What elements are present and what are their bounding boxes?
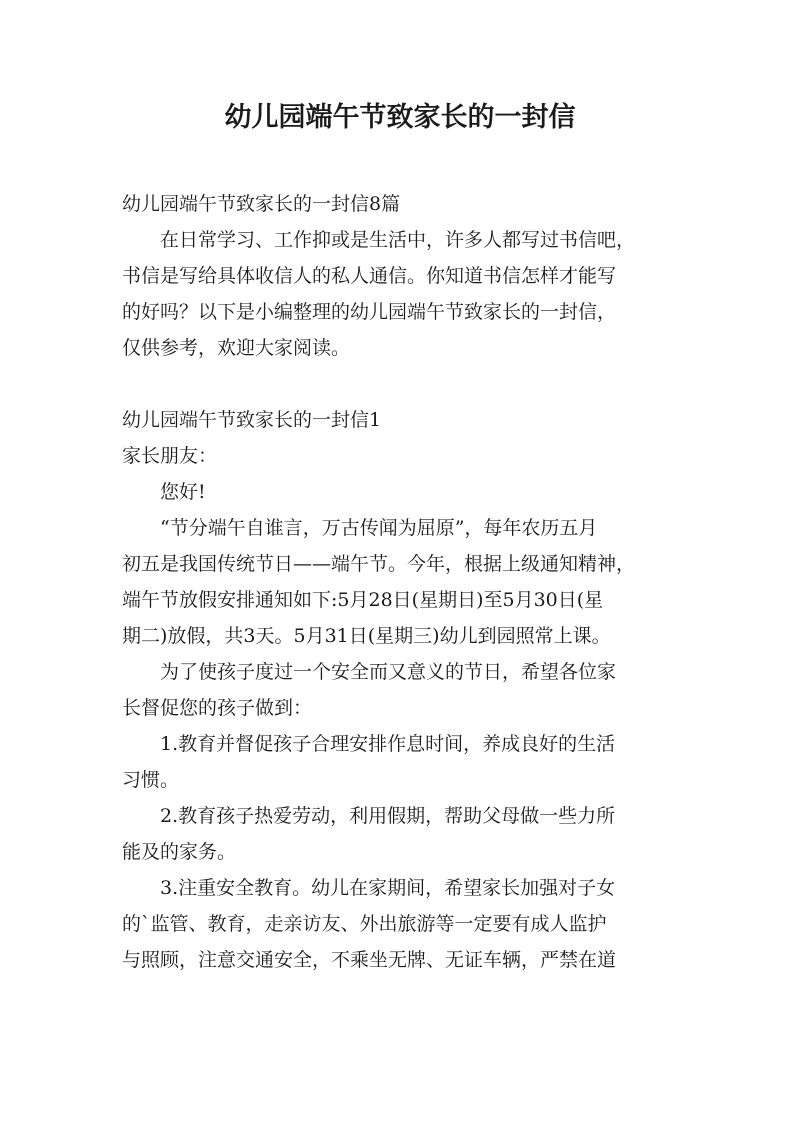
text-line: 在日常学习、工作抑或是生活中，许多人都写过书信吧， bbox=[160, 229, 636, 251]
paragraph-gap bbox=[122, 366, 692, 402]
text-line: 您好! bbox=[160, 481, 206, 503]
text-line: 仅供参考，欢迎大家阅读。 bbox=[122, 337, 351, 359]
text-line: 2.教育孩子热爱劳动，利用假期，帮助父母做一些力所 bbox=[160, 805, 616, 827]
text-line: 的好吗？以下是小编整理的幼儿园端午节致家长的一封信， bbox=[122, 301, 617, 323]
text-line: 家长朋友： bbox=[122, 445, 218, 467]
text-line: 期二)放假，共3天。5月31日(星期三)幼儿到园照常上课。 bbox=[122, 625, 611, 647]
text-line: 为了使孩子度过一个安全而又意义的节日，希望各位家 bbox=[160, 661, 617, 683]
text-line: 书信是写给具体收信人的私人通信。你知道书信怎样才能写 bbox=[122, 265, 617, 287]
text-line: 端午节放假安排通知如下:5月28日(星期日)至5月30日(星 bbox=[122, 589, 604, 611]
text-line: 与照顾，注意交通安全，不乘坐无牌、无证车辆，严禁在道 bbox=[122, 949, 617, 971]
text-line: 3.注重安全教育。幼儿在家期间，希望家长加强对子女 bbox=[160, 877, 616, 899]
text-line: 能及的家务。 bbox=[122, 841, 237, 863]
text-line: 长督促您的孩子做到： bbox=[122, 697, 313, 719]
text-line: 1.教育并督促孩子合理安排作息时间，养成良好的生活 bbox=[160, 733, 616, 755]
text-line: 初五是我国传统节日——端午节。今年，根据上级通知精神， bbox=[122, 553, 636, 575]
document-title: 幼儿园端午节致家长的一封信 bbox=[224, 102, 576, 133]
text-line: 的`监管、教育，走亲访友、外出旅游等一定要有成人监护 bbox=[122, 913, 607, 935]
text-line: 幼儿园端午节致家长的一封信1 bbox=[122, 409, 382, 431]
document-body bbox=[122, 186, 692, 978]
text-line: 幼儿园端午节致家长的一封信8篇 bbox=[122, 193, 401, 215]
text-line: “节分端午自谁言，万古传闻为屈原”，每年农历五月 bbox=[160, 517, 598, 539]
text-line: 习惯。 bbox=[122, 769, 180, 791]
